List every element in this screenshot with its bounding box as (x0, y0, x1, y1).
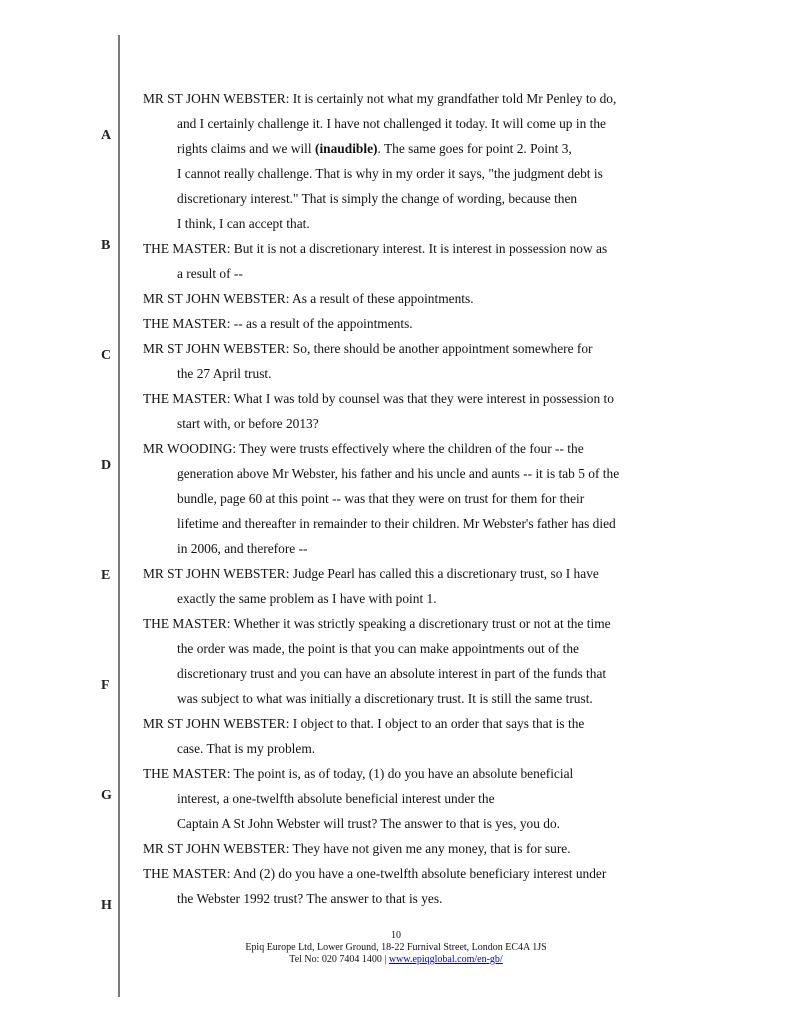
page-number: 10 (391, 930, 401, 941)
transcript-text: and I certainly challenge it. I have not challenged it today. It will come up in the (177, 116, 606, 131)
transcript-text: the Webster 1992 trust? The answer to that is yes. (177, 891, 443, 906)
footer-telephone: Tel No: 020 7404 1400 | (289, 954, 389, 965)
transcript-line (143, 161, 673, 186)
transcript-line (143, 886, 673, 911)
transcript-line (143, 211, 673, 236)
transcript-text: rights claims and we will (177, 141, 315, 156)
transcript-text: I cannot really challenge. That is why in my order it says, "the judgment debt is (177, 166, 603, 181)
transcript-line (143, 361, 673, 386)
transcript-line (143, 561, 673, 586)
transcript-emphasis: (inaudible) (314, 141, 378, 156)
margin-letter-e: E (101, 568, 111, 583)
footer-contact-line (0, 954, 792, 966)
transcript-line (143, 611, 673, 636)
footer-company-line: Epiq Europe Ltd, Lower Ground, 18-22 Furnival Street, London EC4A 1JS (245, 942, 547, 953)
transcript-line (143, 811, 673, 836)
transcript-line (143, 536, 673, 561)
margin-letter-a: A (101, 128, 112, 143)
transcript-line (143, 511, 673, 536)
transcript-line (143, 711, 673, 736)
transcript-text: a result of -- (177, 266, 243, 281)
margin-letter-h: H (101, 898, 112, 913)
transcript-text: MR ST JOHN WEBSTER: It is certainly not what my grandfather told Mr Penley to do, (143, 91, 617, 106)
transcript-line (143, 686, 673, 711)
transcript-line (143, 661, 673, 686)
margin-letter-b: B (101, 238, 111, 253)
transcript-text: generation above Mr Webster, his father and his uncle and aunts -- it is tab 5 of the (177, 466, 620, 481)
transcript-text: . The same goes for point 2. Point 3, (377, 141, 572, 156)
transcript-text: exactly the same problem as I have with point 1. (177, 591, 437, 606)
margin-letter-c: C (101, 348, 112, 363)
transcript-line (143, 386, 673, 411)
margin-letter-g: G (101, 788, 112, 803)
transcript-text: bundle, page 60 at this point -- was that they were on trust for them for their (177, 491, 585, 506)
transcript-text: lifetime and thereafter in remainder to their children. Mr Webster's father has died (177, 516, 616, 531)
margin-rule (118, 35, 120, 997)
transcript-text: THE MASTER: The point is, as of today, (1) do you have an absolute beneficial (143, 766, 574, 781)
transcript-text: in 2006, and therefore -- (177, 541, 308, 556)
transcript-text: Captain A St John Webster will trust? The answer to that is yes, you do. (177, 816, 560, 831)
transcript-text: case. That is my problem. (177, 741, 316, 756)
transcript-text: THE MASTER: -- as a result of the appointments. (143, 316, 413, 331)
transcript-text: MR ST JOHN WEBSTER: As a result of these appointments. (143, 291, 474, 306)
transcript-line (143, 486, 673, 511)
transcript-text: I think, I can accept that. (177, 216, 310, 231)
transcript-line (143, 311, 673, 336)
transcript-text: MR ST JOHN WEBSTER: I object to that. I object to an order that says that is the (143, 716, 585, 731)
transcript-text: THE MASTER: Whether it was strictly speaking a discretionary trust or not at the time (143, 616, 611, 631)
transcript-line (143, 111, 673, 136)
transcript-text: discretionary trust and you can have an absolute interest in part of the funds that (177, 666, 607, 681)
margin-letter-d: D (101, 458, 112, 473)
transcript-line (143, 836, 673, 861)
transcript-line (143, 736, 673, 761)
transcript-text: THE MASTER: And (2) do you have a one-twelfth absolute beneficiary interest under (143, 866, 607, 881)
transcript-text: THE MASTER: What I was told by counsel was that they were interest in possession to (143, 391, 614, 406)
transcript-text: THE MASTER: But it is not a discretionary interest. It is interest in possession now as (143, 241, 608, 256)
transcript-line (143, 236, 673, 261)
transcript-line (143, 261, 673, 286)
transcript-line (143, 286, 673, 311)
transcript-text: MR ST JOHN WEBSTER: So, there should be another appointment somewhere for (143, 341, 593, 356)
transcript-line (143, 786, 673, 811)
transcript-line (143, 761, 673, 786)
transcript-text: start with, or before 2013? (177, 416, 319, 431)
transcript-text: MR ST JOHN WEBSTER: They have not given me any money, that is for sure. (143, 841, 571, 856)
transcript-text: MR WOODING: They were trusts effectively where the children of the four -- the (143, 441, 584, 456)
margin-letter-f: F (101, 678, 110, 693)
transcript-line (143, 136, 673, 161)
transcript-line (143, 411, 673, 436)
transcript-line (143, 586, 673, 611)
transcript-line (143, 861, 673, 886)
transcript-line (143, 436, 673, 461)
transcript-line (143, 336, 673, 361)
transcript-line (143, 186, 673, 211)
transcript-text: interest, a one-twelfth absolute beneficial interest under the (177, 791, 495, 806)
transcript-text: the 27 April trust. (177, 366, 272, 381)
transcript-line (143, 636, 673, 661)
transcript-text: the order was made, the point is that you can make appointments out of the (177, 641, 579, 656)
transcript-line (143, 461, 673, 486)
transcript-body (143, 86, 673, 911)
transcript-text: MR ST JOHN WEBSTER: Judge Pearl has called this a discretionary trust, so I have (143, 566, 599, 581)
footer-website-link[interactable]: www.epiqglobal.com/en-gb/ (388, 954, 503, 965)
transcript-text: was subject to what was initially a discretionary trust. It is still the same trust. (177, 691, 593, 706)
transcript-text: discretionary interest." That is simply the change of wording, because then (177, 191, 578, 206)
transcript-line (143, 86, 673, 111)
